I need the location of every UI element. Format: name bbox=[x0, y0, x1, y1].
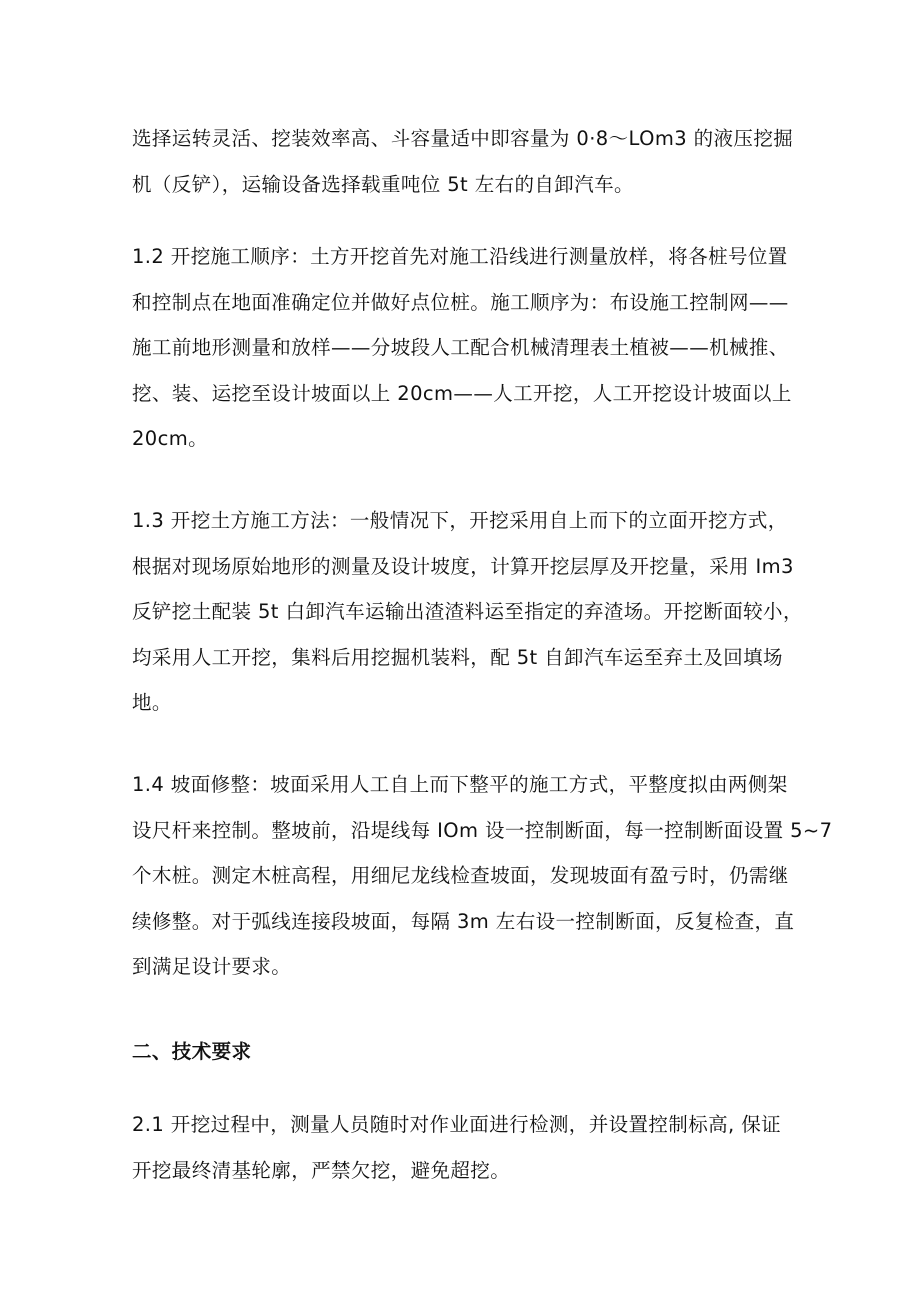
text-line: 施工前地形测量和放样——分坡段人工配合机械清理表土植被——机械推、 bbox=[132, 336, 789, 360]
text-line: 个木桩。测定木桩高程，用细尼龙线检查坡面，发现坡面有盈亏时，仍需继 bbox=[132, 864, 789, 888]
text-line: 选择运转灵活、挖装效率高、斗容量适中即容量为 0·8～LOm3 的液压挖掘 bbox=[132, 127, 794, 150]
text-line: 1.3 开挖土方施工方法：一般情况下，开挖采用自上而下的立面开挖方式， bbox=[132, 509, 788, 532]
text-line: 2.1 开挖过程中，测量人员随时对作业面进行检测，并设置控制标高, 保证 bbox=[132, 1113, 782, 1136]
text-line: 续修整。对于弧线连接段坡面，每隔 3m 左右设一控制断面，反复检查，直 bbox=[132, 909, 795, 933]
text-line: 到满足设计要求。 bbox=[132, 955, 292, 979]
text-line: 1.4 坡面修整：坡面采用人工自上而下整平的施工方式，平整度拟由两侧架 bbox=[132, 773, 788, 796]
text-line: 机（反铲），运输设备选择载重吨位 5t 左右的自卸汽车。 bbox=[132, 172, 634, 196]
text-line: 设尺杆来控制。整坡前，沿堤线每 IOm 设一控制断面，每一控制断面设置 5~7 bbox=[132, 818, 833, 842]
text-line: 20cm。 bbox=[132, 427, 209, 451]
paragraph-1-4-slope-trimming bbox=[132, 762, 833, 990]
text-line: 均采用人工开挖，集料后用挖掘机装料，配 5t 自卸汽车运至弃土及回填场 bbox=[132, 645, 783, 669]
paragraph-2-1-excavation-process bbox=[132, 1102, 804, 1193]
text-line: 开挖最终清基轮廓，严禁欠挖，避免超挖。 bbox=[132, 1158, 511, 1182]
text-line: 反铲挖土配装 5t 白卸汽车运输出渣渣料运至指定的弃渣场。开挖断面较小， bbox=[132, 600, 803, 624]
section-heading-technical-requirements: 二、技术要求 bbox=[132, 1040, 252, 1063]
text-line: 地。 bbox=[132, 691, 172, 715]
text-line: 挖、装、运挖至设计坡面以上 20cm——人工开挖，人工开挖设计坡面以上 bbox=[132, 381, 792, 405]
text-line: 1.2 开挖施工顺序：土方开挖首先对施工沿线进行测量放样，将各桩号位置 bbox=[132, 245, 788, 268]
paragraph-1-2-excavation-sequence bbox=[132, 234, 804, 462]
paragraph-excavation-equipment bbox=[132, 116, 804, 207]
text-line: 根据对现场原始地形的测量及设计坡度，计算开挖层厚及开挖量，采用 Im3 bbox=[132, 554, 794, 578]
paragraph-1-3-earthwork-method bbox=[132, 498, 804, 726]
text-line: 和控制点在地面准确定位并做好点位桩。施工顺序为：布设施工控制网—— bbox=[132, 290, 789, 314]
